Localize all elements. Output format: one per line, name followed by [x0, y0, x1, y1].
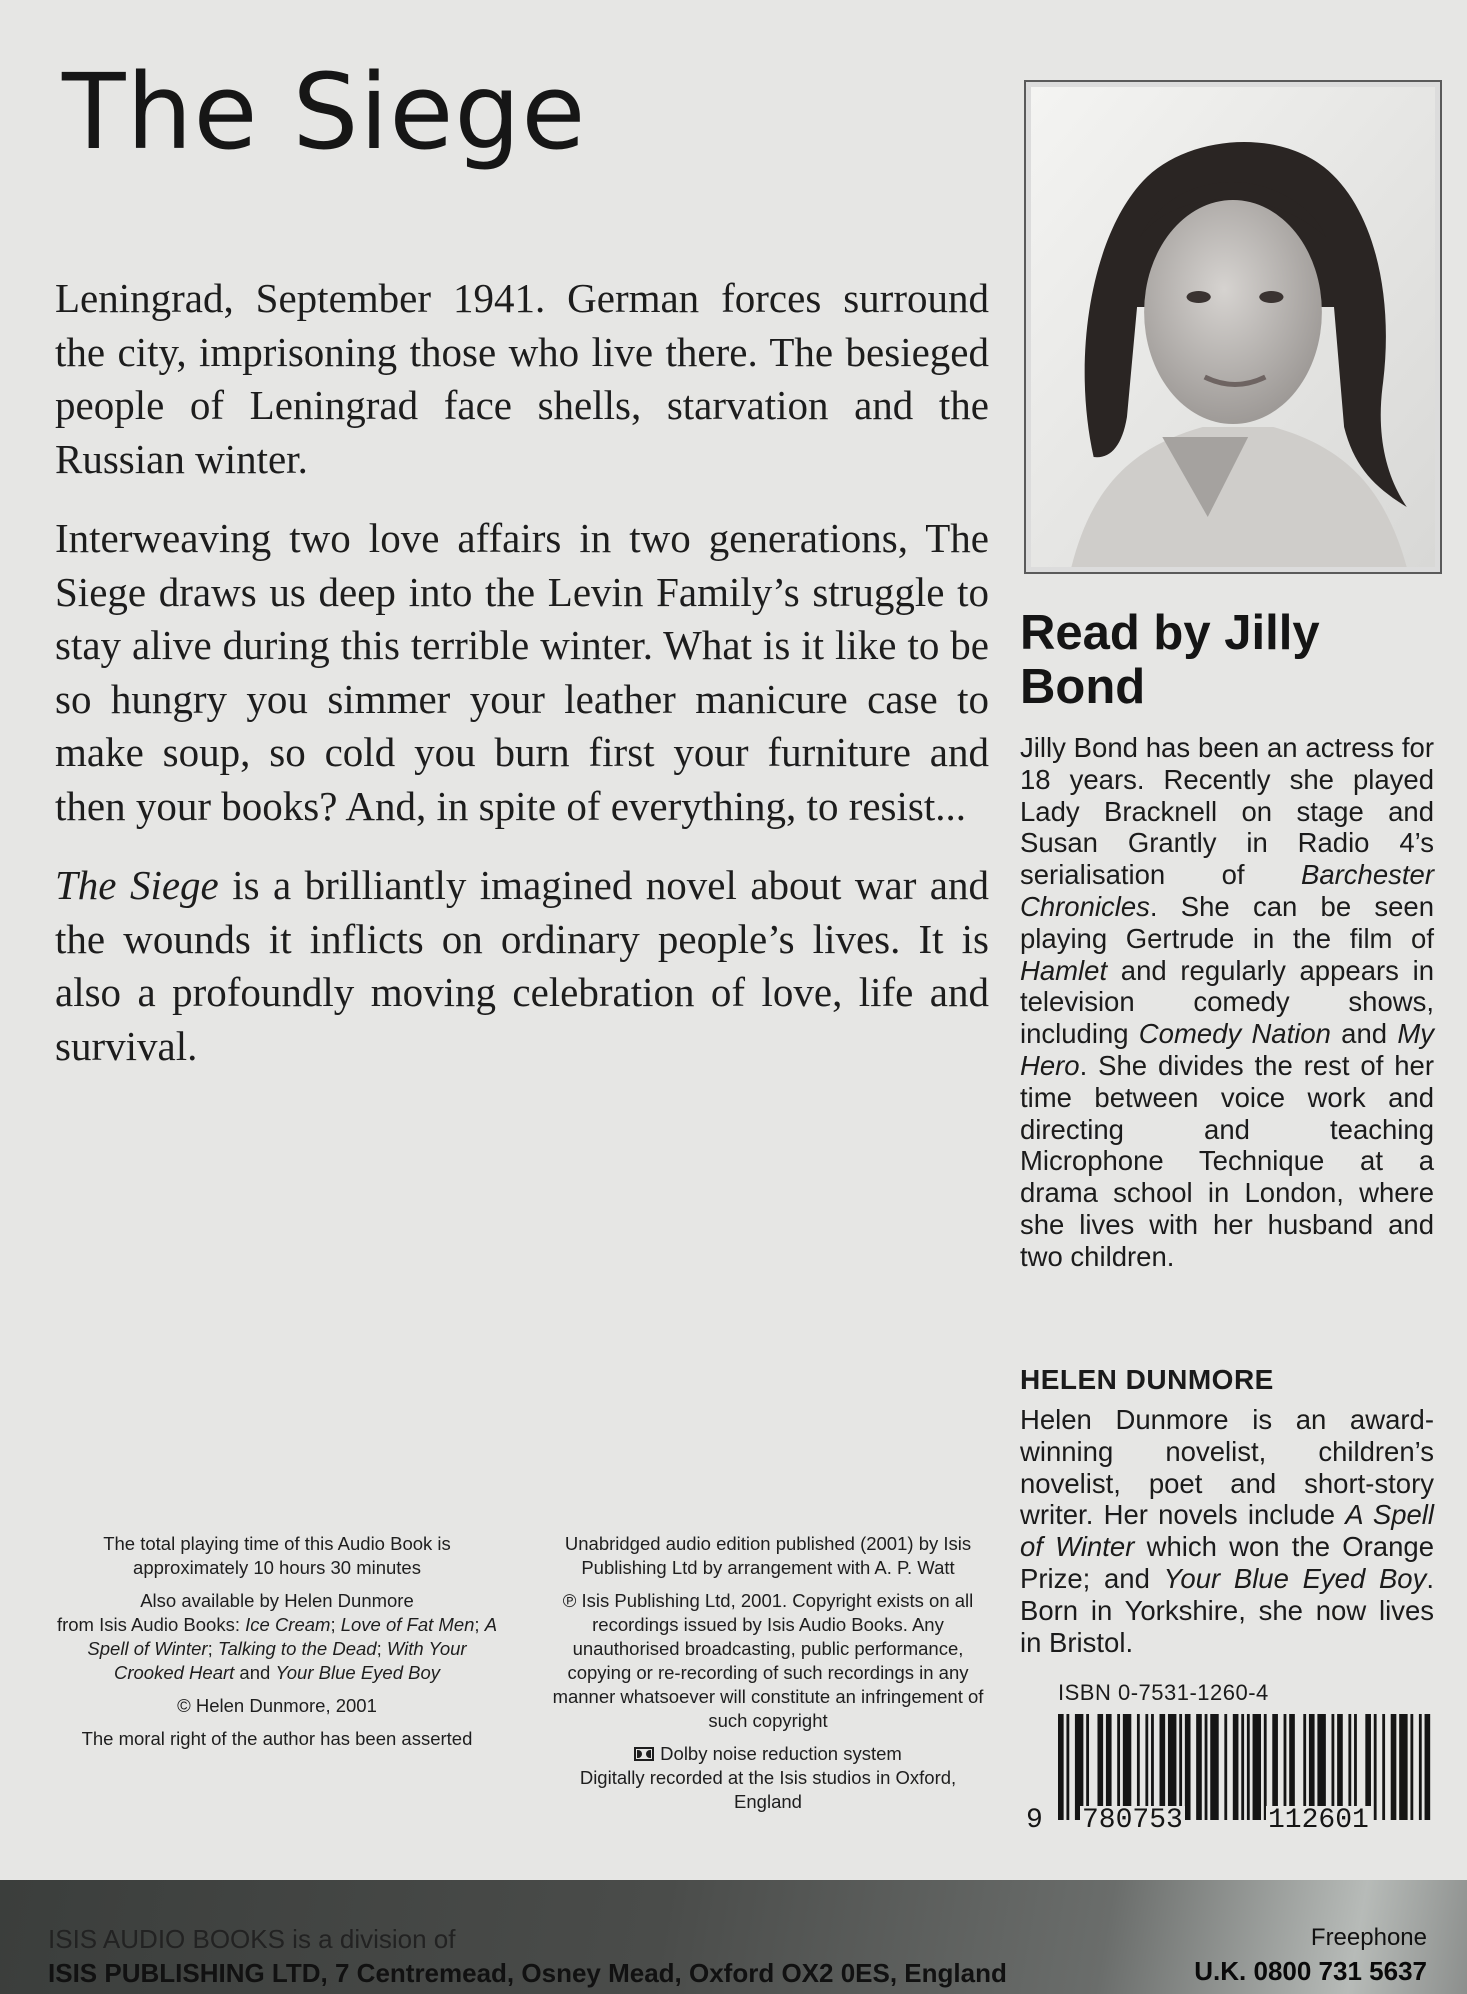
reader-heading: Read by Jilly Bond: [1020, 606, 1320, 714]
also-available-prefix: from Isis Audio Books:: [56, 1614, 246, 1635]
reader-bio-text: . She divides the rest of her time between voice work and directing and teaching Microphone Technique at a drama school in London, where she lives with her husband and two children.: [1020, 1049, 1434, 1272]
barcode-bar: [1205, 1714, 1208, 1820]
barcode-bar: [1399, 1714, 1407, 1820]
author-bio-text: Helen Dunmore is an award-winning novelist, children’s novelist, poet and short-story writer. Her novels include: [1020, 1404, 1434, 1531]
reader-bio-title: Comedy Nation: [1138, 1018, 1331, 1050]
publisher-address: ISIS PUBLISHING LTD, 7 Centremead, Osney Mead, Oxford OX2 0ES, England: [48, 1958, 1007, 1988]
barcode-digit-group-right: 112601: [1268, 1805, 1369, 1836]
barcode: [1024, 1714, 1438, 1834]
also-available-book: Ice Cream: [245, 1614, 331, 1635]
also-available-book: A Spell of Winter: [87, 1614, 498, 1659]
also-available-book: Your Blue Eyed Boy: [275, 1662, 441, 1683]
barcode-bar: [1224, 1714, 1227, 1820]
phonogram-copyright: ℗ Isis Publishing Ltd, 2001. Copyright exists on all recordings issued by Isis Audio Books. Any unauthorised broadcasting, public performance, copying or re-recording of such recordings in any manner whatsoever will constitute an infringement of such copyright: [552, 1590, 984, 1731]
barcode-bar: [1196, 1714, 1202, 1820]
barcode-bar: [1391, 1714, 1397, 1820]
barcode-bar: [1382, 1714, 1385, 1820]
barcode-bar: [1410, 1714, 1413, 1820]
freephone-number: U.K. 0800 731 5637: [1194, 1956, 1427, 1986]
credits-left: [52, 1532, 502, 1760]
dolby-notice: [548, 1742, 988, 1766]
barcode-bar: [1058, 1714, 1064, 1820]
author-bio: [1020, 1404, 1434, 1658]
barcode-bar: [1241, 1714, 1244, 1820]
reader-bio-title: Barchester Chronicles: [1020, 859, 1434, 922]
author-bio-text: . Born in Yorkshire, she now lives in Bristol.: [1020, 1562, 1434, 1658]
author-copyright: © Helen Dunmore, 2001: [177, 1695, 377, 1716]
author-bio-title: A Spell of Winter: [1020, 1499, 1434, 1563]
book-title: The Siege: [62, 51, 587, 173]
author-heading: HELEN DUNMORE: [1020, 1364, 1274, 1395]
separator: ;: [330, 1614, 341, 1635]
moral-right-notice: The moral right of the author has been asserted: [81, 1728, 473, 1749]
edition-notice: Unabridged audio edition published (2001) by Isis Publishing Ltd by arrangement with A. P. Watt: [564, 1533, 972, 1578]
also-available-list: [52, 1589, 502, 1685]
freephone-label: Freephone: [1310, 1924, 1427, 1951]
reader-bio-title: My Hero: [1020, 1018, 1434, 1081]
playing-time: The total playing time of this Audio Book is approximately 10 hours 30 minutes: [103, 1533, 451, 1578]
synopsis-paragraph-2: Interweaving two love affairs in two generations, The Siege draws us deep into the Levin Family’s struggle to stay alive during this terrible winter. What is it like to be so hungry you simmer your leather manicure case to make soup, so cold you burn first your furniture and then your books? And, in spite of everything, to resist...: [55, 515, 989, 829]
reader-bio-text: and: [1330, 1018, 1398, 1050]
also-available-heading: Also available by Helen Dunmore: [140, 1590, 414, 1611]
synopsis-paragraph-1: Leningrad, September 1941. German forces surround the city, imprisoning those who live there. The besieged people of Leningrad face shells, starvation and the Russian winter.: [55, 275, 989, 482]
publisher-division: ISIS AUDIO BOOKS is a division of: [48, 1924, 456, 1954]
barcode-bar: [1185, 1714, 1191, 1820]
dolby-text: Dolby noise reduction system: [660, 1743, 902, 1764]
also-available-book: Talking to the Dead: [217, 1638, 377, 1659]
barcode-bar: [1066, 1714, 1069, 1820]
barcode-bar: [1264, 1714, 1267, 1820]
narrator-photo-frame: [1024, 80, 1442, 574]
author-bio-text: which won the Orange Prize; and: [1020, 1531, 1434, 1594]
barcode-bar: [1233, 1714, 1239, 1820]
reader-bio-title: Hamlet: [1020, 954, 1108, 986]
also-available-book: Love of Fat Men: [340, 1614, 475, 1635]
reader-bio-text: Jilly Bond has been an actress for 18 years. Recently she played Lady Bracknell on stage and Susan Grantly in Radio 4’s serialisation of: [1020, 732, 1434, 891]
synopsis-paragraph-3-text: is a brilliantly imagined novel about war and the wounds it inflicts on ordinary people’s lives. It is also a profoundly moving celebration of love, life and survival.: [55, 862, 989, 1069]
barcode-digit-group-left: 780753: [1082, 1805, 1183, 1836]
reader-bio-text: . She can be seen playing Gertrude in the film of: [1020, 890, 1434, 954]
reader-bio: [1020, 732, 1434, 1273]
also-available-book: With Your Crooked Heart: [113, 1638, 467, 1683]
publisher-footer: [0, 1880, 1467, 1994]
reader-bio-text: and regularly appears in television comedy shows, including: [1020, 954, 1434, 1050]
barcode-bar: [1419, 1714, 1422, 1820]
separator: ;: [207, 1638, 218, 1659]
synopsis-paragraph-3: [55, 859, 989, 1073]
synopsis-book-title: The Siege: [55, 862, 219, 908]
barcode-bar: [1425, 1714, 1431, 1820]
credits-middle: [548, 1532, 988, 1823]
barcode-bar: [1247, 1714, 1250, 1820]
isbn-label: ISBN 0-7531-1260-4: [1058, 1680, 1269, 1705]
barcode-bar: [1374, 1714, 1377, 1820]
separator: and: [234, 1662, 276, 1683]
dolby-icon: [634, 1747, 654, 1761]
barcode-lead-digit: 9: [1026, 1805, 1043, 1836]
narrator-photo: [1031, 87, 1435, 567]
recording-notice: Digitally recorded at the Isis studios in Oxford, England: [579, 1767, 957, 1812]
separator: ;: [376, 1638, 387, 1659]
separator: ;: [474, 1614, 485, 1635]
author-bio-title: Your Blue Eyed Boy: [1163, 1562, 1427, 1594]
barcode-bar: [1210, 1714, 1218, 1820]
synopsis: [55, 272, 989, 1099]
barcode-bar: [1253, 1714, 1261, 1820]
